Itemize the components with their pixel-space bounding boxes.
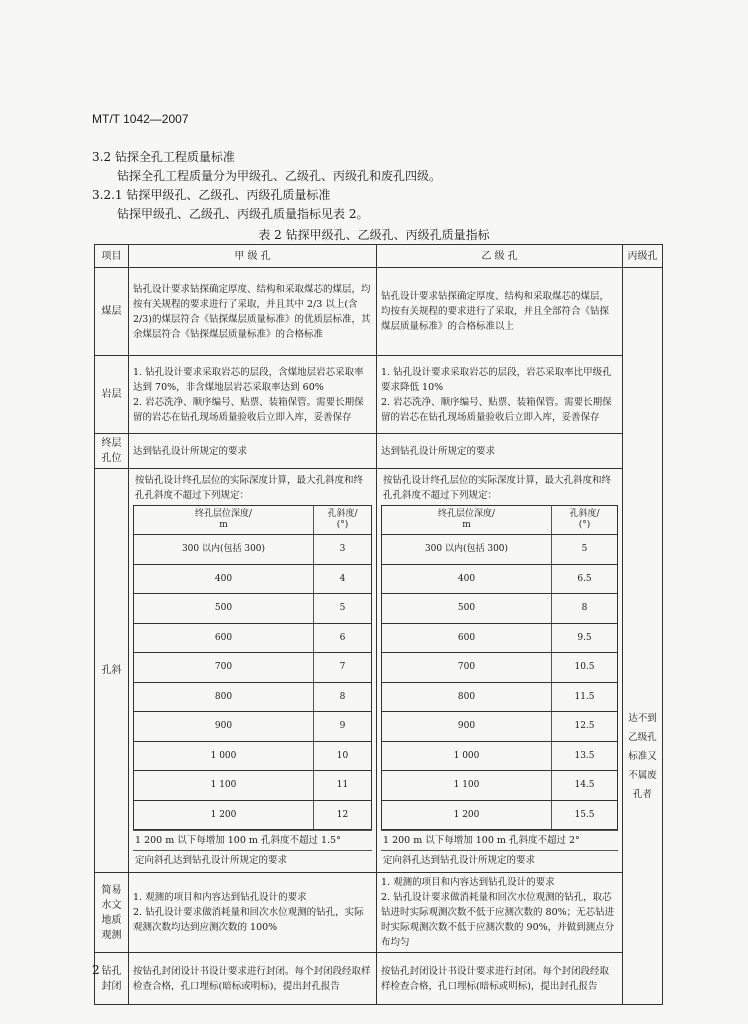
incl-b-row xyxy=(382,712,618,742)
incl-a-row xyxy=(134,653,372,683)
incl-b-depth: 1 200 xyxy=(382,800,552,830)
header-grade-a: 甲 级 孔 xyxy=(129,245,377,268)
incl-b-degree: 5 xyxy=(552,535,618,565)
incl-a-depth: 400 xyxy=(134,564,314,594)
incl-a-subtable xyxy=(133,505,372,830)
incl-a-note: 1 200 m 以下每增加 100 m 孔斜度不超过 1.5° xyxy=(133,830,372,850)
incl-a-degree: 7 xyxy=(314,653,372,683)
row-label-inclination: 孔斜 xyxy=(95,469,129,873)
incl-b-row xyxy=(382,741,618,771)
incl-b-directional: 定向斜孔达到钻孔设计所规定的要求 xyxy=(381,850,618,870)
hydro-grade-b xyxy=(377,873,623,953)
incl-a-depth: 500 xyxy=(134,594,314,624)
incl-b-depth: 700 xyxy=(382,653,552,683)
row-label-hydro: 简易水文地质观测 xyxy=(95,873,129,953)
section-3-2-title: 3.2 钻探全孔工程质量标准 xyxy=(92,150,235,164)
incl-a-depth: 700 xyxy=(134,653,314,683)
incl-a-depth: 600 xyxy=(134,623,314,653)
section-3-2-body: 钻探全孔工程质量分为甲级孔、乙级孔、丙级孔和废孔四级。 xyxy=(117,169,442,183)
incl-a-row xyxy=(134,623,372,653)
incl-a-degree: 10 xyxy=(314,741,372,771)
incl-a-depth: 1 100 xyxy=(134,771,314,801)
incl-a-row xyxy=(134,564,372,594)
grade-c-criteria: 达不到乙级孔标准又不属废孔者 xyxy=(628,712,657,800)
grade-c-column xyxy=(623,268,663,1005)
incl-a-degree: 5 xyxy=(314,594,372,624)
incl-a-degree: 12 xyxy=(314,800,372,830)
inclination-grade-a xyxy=(129,469,377,873)
row-label-final-position: 终层孔位 xyxy=(95,434,129,469)
incl-a-degree: 4 xyxy=(314,564,372,594)
incl-b-depth-header-text: 终孔层位深度/ xyxy=(437,509,496,519)
incl-b-row xyxy=(382,771,618,801)
incl-b-degree: 12.5 xyxy=(552,712,618,742)
incl-b-degree: 6.5 xyxy=(552,564,618,594)
incl-b-degree-header xyxy=(552,506,618,535)
rock-b-item-2: 2. 岩芯洗净、顺序编号、贴票、装箱保管。需要长期保留的岩芯在钻孔现场质量验收后立即入库，妥善保存 xyxy=(381,396,612,423)
incl-b-note: 1 200 m 以下每增加 100 m 孔斜度不超过 2° xyxy=(381,830,618,850)
coal-grade-a: 钻孔设计要求钻探确定厚度、结构和采取煤芯的煤层，均按有关规程的要求进行了采取，并且其中 2/3 以上(含 2/3)的煤层符合《钻探煤层质量标准》的优质层标准，其余煤层符合《钻探煤层质量标准》的合格标准 xyxy=(129,268,377,356)
section-3-2-1-title: 3.2.1 钻探甲级孔、乙级孔、丙级孔质量标准 xyxy=(92,188,331,202)
incl-b-depth: 300 以内(包括 300) xyxy=(382,535,552,565)
incl-b-degree: 10.5 xyxy=(552,653,618,683)
incl-a-depth: 1 000 xyxy=(134,741,314,771)
incl-b-row xyxy=(382,623,618,653)
table-caption: 表 2 钻探甲级孔、乙级孔、丙级孔质量指标 xyxy=(258,228,490,242)
seal-grade-a: 按钻孔封闭设计书设计要求进行封闭。每个封闭段经取样检查合格，孔口埋标(暗标或明标)，提出封孔报告 xyxy=(129,953,377,1005)
final-grade-b: 达到钻孔设计所规定的要求 xyxy=(377,434,623,469)
header-item: 项目 xyxy=(95,245,129,268)
page-number: 2 xyxy=(92,963,100,977)
coal-grade-b: 钻孔设计要求钻探确定厚度、结构和采取煤芯的煤层，均按有关规程的要求进行了采取，并且全部符合《钻探煤层质量标准》的合格标准以上 xyxy=(377,268,623,356)
incl-a-depth: 800 xyxy=(134,682,314,712)
incl-b-row xyxy=(382,594,618,624)
incl-b-degree: 8 xyxy=(552,594,618,624)
seal-grade-b: 按钻孔封闭设计书设计要求进行封闭。每个封闭段经取样检查合格，孔口埋标(暗标或明标)，提出封孔报告 xyxy=(377,953,623,1005)
incl-a-degree: 3 xyxy=(314,535,372,565)
row-label-rock: 岩层 xyxy=(95,356,129,434)
incl-b-depth: 800 xyxy=(382,682,552,712)
incl-a-degree-header-text: 孔斜度/ xyxy=(327,509,358,519)
incl-b-row xyxy=(382,564,618,594)
incl-b-degree: 11.5 xyxy=(552,682,618,712)
incl-a-degree: 6 xyxy=(314,623,372,653)
incl-a-row xyxy=(134,682,372,712)
header-grade-b: 乙 级 孔 xyxy=(377,245,623,268)
incl-b-degree: 15.5 xyxy=(552,800,618,830)
incl-b-depth: 400 xyxy=(382,564,552,594)
hydro-a-item-2: 2. 钻孔设计要求做消耗量和回次水位观测的钻孔，实际观测次数均达到应测次数的 100% xyxy=(133,907,364,933)
incl-b-depth: 900 xyxy=(382,712,552,742)
final-grade-a: 达到钻孔设计所规定的要求 xyxy=(129,434,377,469)
incl-b-row xyxy=(382,800,618,830)
incl-b-depth-header xyxy=(382,506,552,535)
hydro-b-item-1: 1. 观测的项目和内容达到钻孔设计的要求 xyxy=(381,877,555,888)
rock-a-item-2: 2. 岩芯洗净、顺序编号、贴票、装箱保管。需要长期保留的岩芯在钻孔现场质量验收后立即入库，妥善保存 xyxy=(133,396,364,423)
rock-grade-a xyxy=(129,356,377,434)
header-grade-c: 丙级孔 xyxy=(623,245,663,268)
incl-a-depth: 900 xyxy=(134,712,314,742)
incl-b-depth-unit: m xyxy=(462,520,471,530)
incl-b-degree-unit: (°) xyxy=(578,520,591,530)
quality-table xyxy=(94,244,663,1005)
incl-b-degree: 13.5 xyxy=(552,741,618,771)
incl-b-depth: 1 000 xyxy=(382,741,552,771)
incl-a-depth: 1 200 xyxy=(134,800,314,830)
incl-a-depth-header xyxy=(134,506,314,535)
incl-a-row xyxy=(134,594,372,624)
incl-a-intro: 按钻孔设计终孔层位的实际深度计算，最大孔斜度和终孔孔斜度不超过下列规定： xyxy=(135,475,364,501)
incl-b-depth: 600 xyxy=(382,623,552,653)
incl-b-degree: 9.5 xyxy=(552,623,618,653)
incl-a-degree-unit: (°) xyxy=(336,520,349,530)
incl-a-depth: 300 以内(包括 300) xyxy=(134,535,314,565)
incl-a-row xyxy=(134,741,372,771)
rock-grade-b xyxy=(377,356,623,434)
incl-b-row xyxy=(382,535,618,565)
rock-b-item-1: 1. 钻孔设计要求采取岩芯的层段，岩芯采取率比甲级孔要求降低 10% xyxy=(381,366,612,393)
row-label-seal: 钻孔封闭 xyxy=(95,953,129,1005)
row-label-coal: 煤层 xyxy=(95,268,129,356)
incl-a-degree: 9 xyxy=(314,712,372,742)
incl-a-row xyxy=(134,800,372,830)
incl-a-degree-header xyxy=(314,506,372,535)
hydro-a-item-1: 1. 观测的项目和内容达到钻孔设计的要求 xyxy=(133,892,307,903)
hydro-grade-a xyxy=(129,873,377,953)
incl-b-degree: 14.5 xyxy=(552,771,618,801)
incl-b-intro: 按钻孔设计终孔层位的实际深度计算，最大孔斜度和终孔孔斜度不超过下列规定： xyxy=(383,475,612,501)
incl-a-row xyxy=(134,712,372,742)
section-3-2-1-body: 钻探甲级孔、乙级孔、丙级孔质量指标见表 2。 xyxy=(117,207,369,221)
incl-a-degree: 8 xyxy=(314,682,372,712)
incl-a-degree: 11 xyxy=(314,771,372,801)
incl-a-row xyxy=(134,771,372,801)
incl-b-depth: 500 xyxy=(382,594,552,624)
incl-a-row xyxy=(134,535,372,565)
rock-a-item-1: 1. 钻孔设计要求采取岩芯的层段，含煤地层岩芯采取率达到 70%，非含煤地层岩芯采取率达到 60% xyxy=(133,366,364,393)
incl-b-degree-header-text: 孔斜度/ xyxy=(569,509,600,519)
standard-header: MT/T 1042—2007 xyxy=(92,112,189,126)
incl-b-row xyxy=(382,682,618,712)
incl-a-directional: 定向斜孔达到钻孔设计所规定的要求 xyxy=(133,850,372,870)
incl-a-depth-unit: m xyxy=(219,520,228,530)
incl-a-depth-header-text: 终孔层位深度/ xyxy=(194,509,253,519)
hydro-b-item-2: 2. 钻孔设计要求做消耗量和回次水位观测的钻孔，取芯钻进时实际观测次数不低于应测次数的 80%；无芯钻进时实际观测次数不低于应测次数的 90%，并做到测点分布均匀 xyxy=(381,892,615,948)
inclination-grade-b xyxy=(377,469,623,873)
incl-b-depth: 1 100 xyxy=(382,771,552,801)
incl-b-subtable xyxy=(381,505,618,830)
incl-b-row xyxy=(382,653,618,683)
